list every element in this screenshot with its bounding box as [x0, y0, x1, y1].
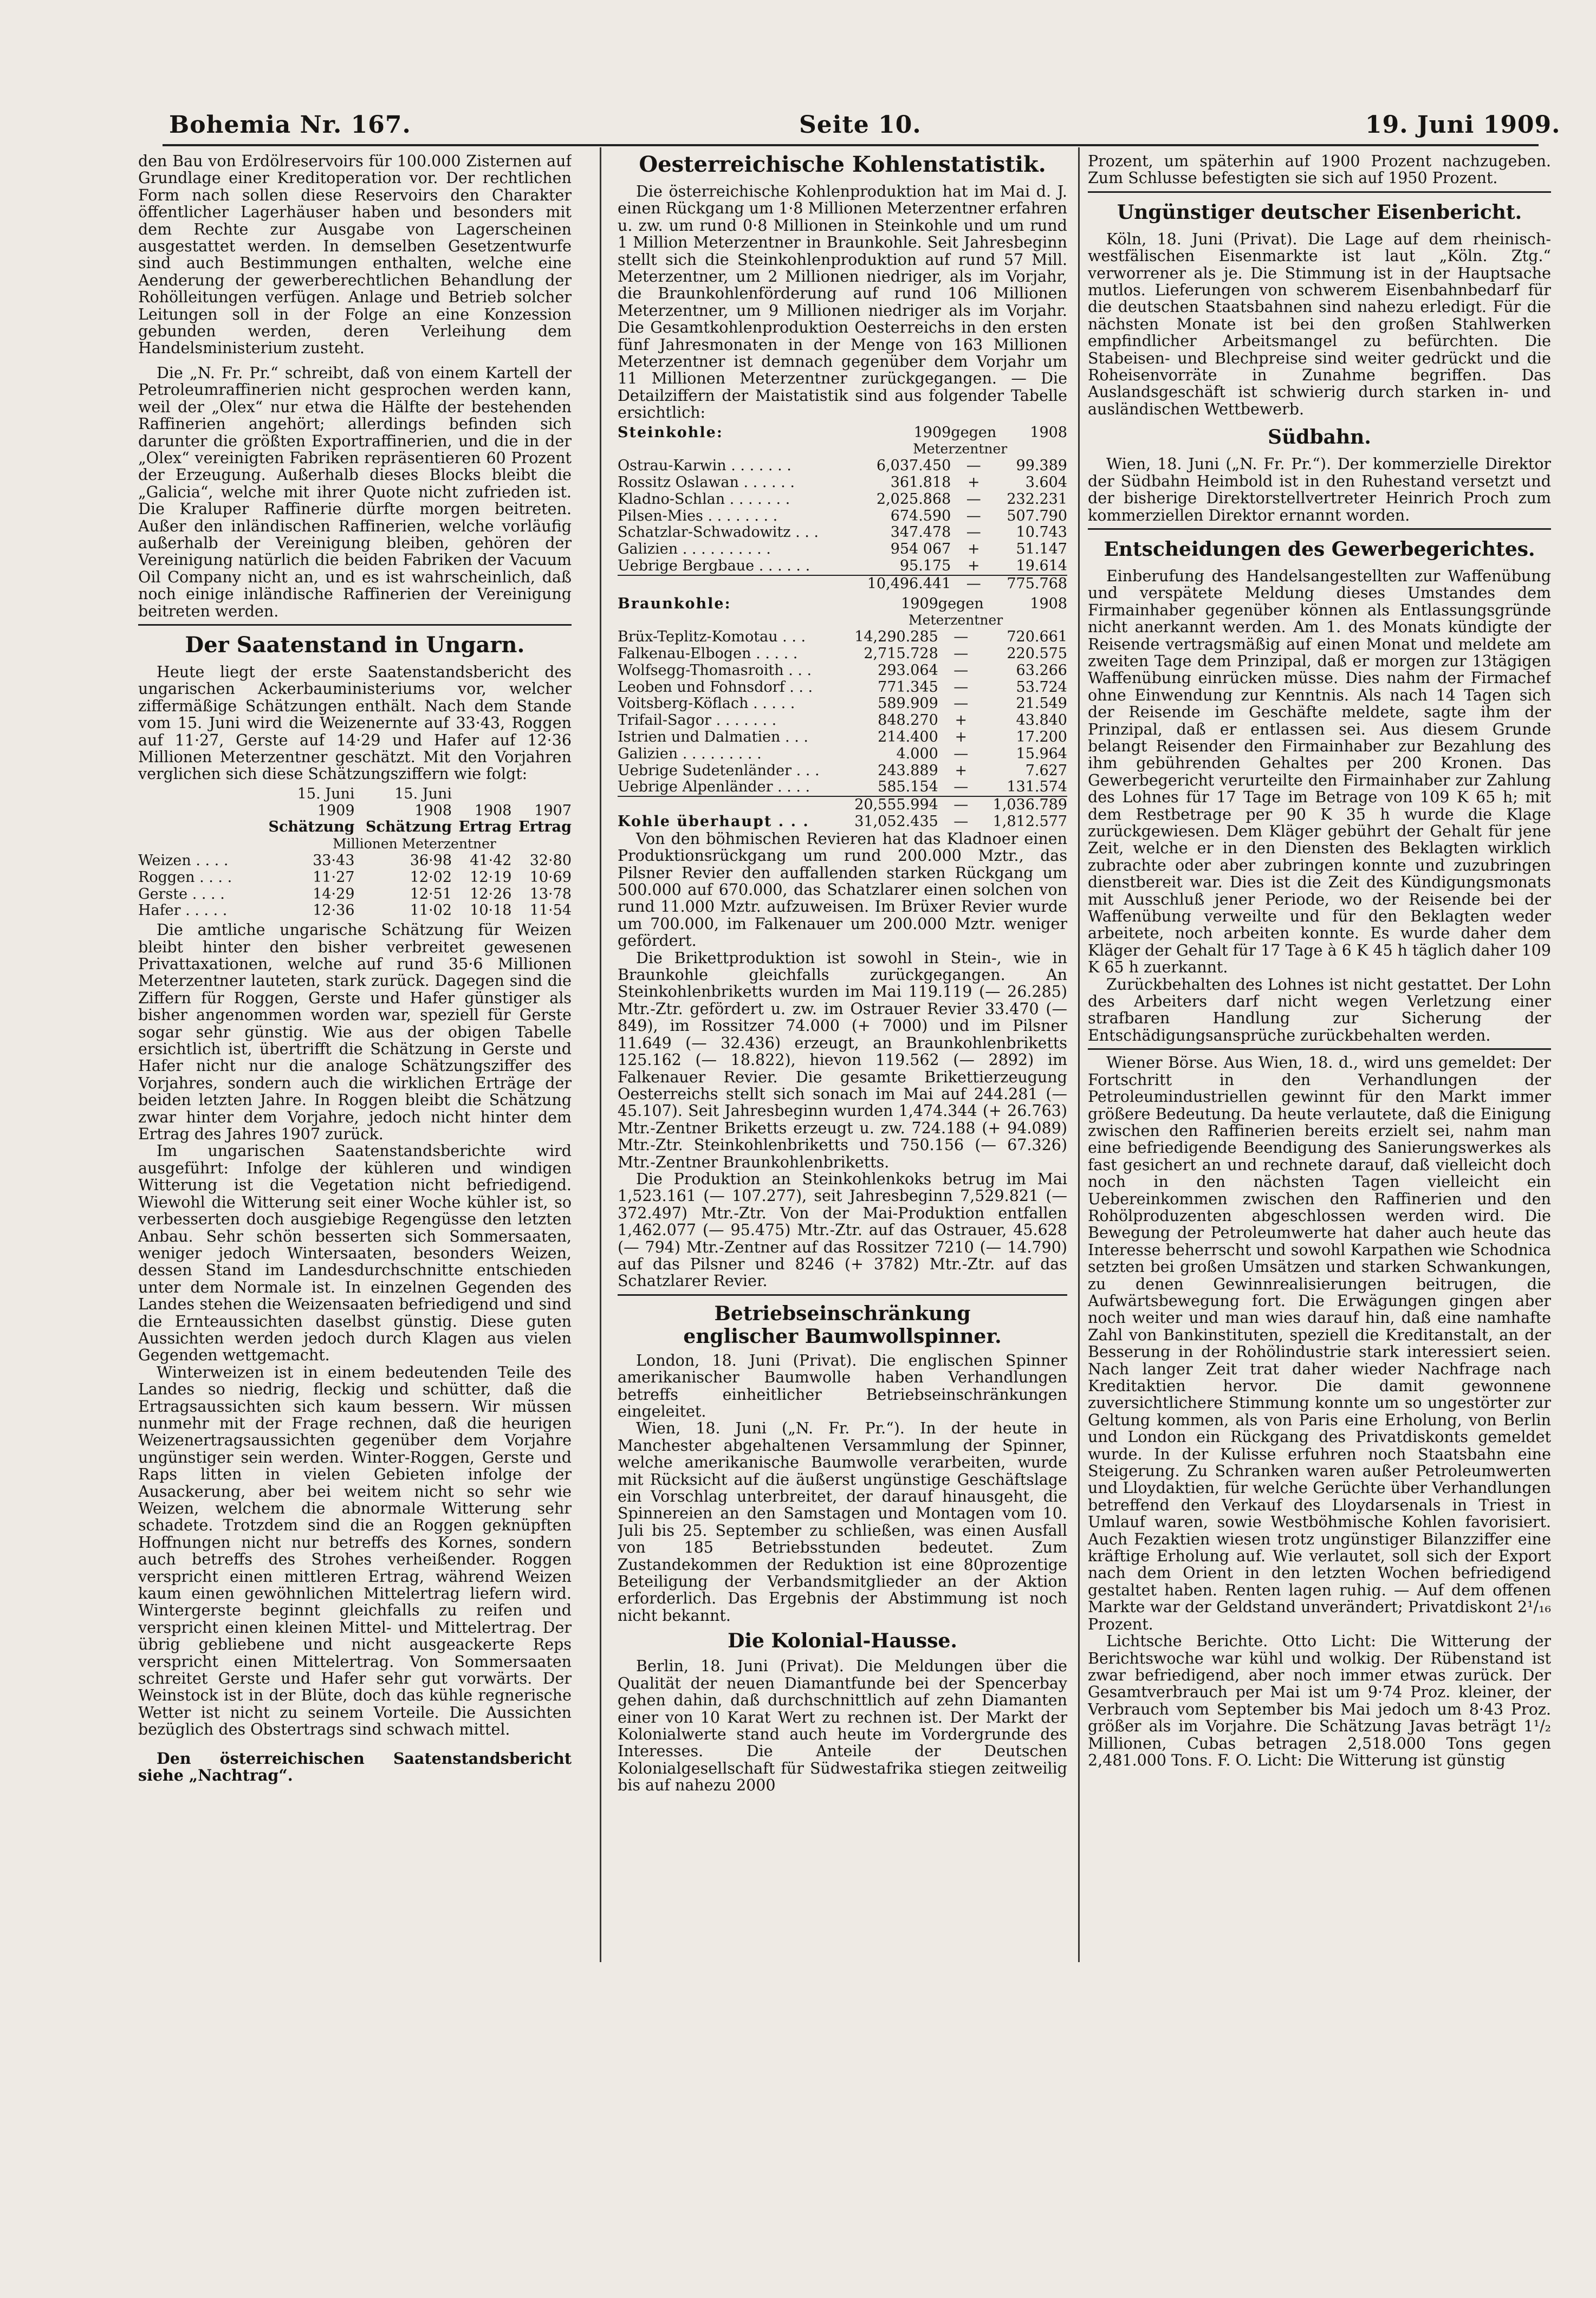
article-text: den Bau von Erdölreservoirs für 100.000 Zisternen auf Grundlage einer Kreditoperation vor. Der rechtlichen Form nach sollen diese Reservoirs den Charakter öffentlicher Lagerhäuser haben und besonders mit dem Rechte zur Ausgabe von Lagerscheinen ausgestattet werden. In demselben Gesetzentwurfe sind auch Bestimmungen enthalten, welche eine Aenderung der gewerberechtlichen Behandlung der Rohölleitungen verfügen. Anlage und Betrieb solcher Leitungen soll in der Folge an eine Konzession gebunden werden, deren Verleihung dem Handelsministerium zusteht.: [138, 153, 572, 358]
table-header: Ertrag: [458, 819, 512, 836]
column-1: [138, 153, 572, 2114]
article-text: Von den böhmischen Revieren hat das Kladnoer einen Produktionsrückgang um rund 200.000 Mztr., das Pilsner Revier den auffallenden starken Rückgang um 500.000 auf 670.000, das Schatzlarer einen solchen von rund 11.000 Mztr. aufzuweisen. Im Brüxer Revier wurde um 700.000, im Falkenauer um 200.000 Mztr. weniger gefördert.: [618, 829, 1067, 950]
article-text: Berlin, 18. Juni (Privat). Die Meldungen über die Qualität der neuen Diamantfunde bei der Spencerbay gehen dahin, daß durchschnittlich auf zehn Diamanten einer von 10 Karat Wert zu rechnen ist. Der Markt der Kolonialwerte stand auch heute im Vordergrunde des Interesses. Die Anteile der Deutschen Kolonialgesellschaft für Südwestafrika stiegen zeitweilig bis auf nahezu 2000: [618, 1657, 1067, 1795]
article-text: Winterweizen ist in einem bedeutenden Teile des Landes so niedrig, fleckig und schütter, daß die Ertragsaussichten sich kaum bessern. Wir müssen nunmehr mit der Frage rechnen, daß die heurigen Weizenertragsaussichten gegenüber dem Vorjahre ungünstiger sein werden. Winter-Roggen, Gerste und Raps litten in vielen Gebieten infolge der Ausackerung, aber bei weitem nicht so sehr wie Weizen, welchem die abnormale Witterung sehr schadete. Trotzdem sind die an Roggen geknüpften Hoffnungen nicht nur betreffs des Kornes, sondern auch betreffs des Strohes verheißender. Roggen verspricht einen mittleren Ertrag, während Weizen kaum einen gewöhnlichen Mittelertrag liefern wird. Wintergerste beginnt gleichfalls zu reifen und verspricht einen kleinen Mittel- und Mittelertrag. Der übrig gebliebene und nicht ausgeackerte Reps verspricht einen Mittelertrag. Von Sommersaaten schreitet Gerste und Hafer sehr gut vorwärts. Der Weinstock ist in der Blüte, doch das kühle regnerische Wetter ist nicht zu seinem Vorteile. Die Aussichten bezüglich des Obstertrags sind schwach mittel.: [138, 1363, 572, 1739]
table-row: Istrien und Dalmatien . . . 214.400 + 17.200: [618, 729, 1067, 746]
section-rule: [138, 624, 572, 626]
table-row: Weizen . . . . 33·43 36·98 41·42 32·80: [138, 852, 572, 869]
table-row: Brüx-Teplitz-Komotau . . . 14,290.285 — 720.661: [618, 628, 1067, 646]
table-row: Hafer . . . . . 12·36 11·02 10·18 11·54: [138, 902, 572, 919]
table-total-row: 10,496.441 — 775.768: [618, 575, 1067, 593]
table-unit: Meterzentner: [913, 441, 1008, 457]
table-row: Roggen . . . . 11·27 12·02 12·19 10·69: [138, 868, 572, 886]
table-row: Pilsen-Mies . . . . . . . . 674.590 — 507.790: [618, 507, 1067, 524]
article-text: Einberufung des Handelsangestellten zur Waffenübung und verspätete Meldung dieses Umstandes dem Firmainhaber gegenüber können als Entlassungsgründe nicht anerkannt werden. Am 1. des Monats kündigte der Reisende vertragsmäßig auf einen Monat und meldete am zweiten Tage dem Prinzipal, daß er morgen zur 13tägigen Waffenübung einrücken müsse. Dies nahm der Firmachef ohne Einwendung zur Kenntnis. Als nach 14 Tagen sich der Reisende im Geschäfte meldete, sagte ihm der Prinzipal, daß er entlassen sei. Aus diesem Grunde belangt Reisender den Firmainhaber zur Bezahlung des ihm gebührenden Gehaltes per 200 Kronen. Das Gewerbegericht verurteilte den Firmainhaber zur Zahlung des Lohnes für 17 Tage im Betrage von 109 K 65 h; mit dem Restbetrage per 90 K 35 h wurde die Klage zurückgewiesen. Dem Kläger gebührt der Gehalt für jene Zeit, welche er in den Diensten des Beklagten wirklich zubrachte oder aber zubringen konnte und zuzubringen dienstbereit war. Dies ist die Zeit des Kündigungsmonats mit Ausschluß jener Periode, wo der Reisende bei der Waffenübung verweilte und für den Beklagten weder arbeitete, noch arbeiten konnte. Es wurde daher dem Kläger der Gehalt für 17 Tage à 6 K 45 h täglich daher 109 K 65 h zuerkannt.: [1088, 567, 1551, 977]
article-text: Die Produktion an Steinkohlenkoks betrug im Mai 1,523.161 (— 107.277), seit Jahresbeginn 7,529.821 (— 372.497) Mtr.-Ztr. Von der Mai-Produktion entfallen 1,462.077 (— 95.475) Mtr.-Ztr. auf das Ostrauer, 45.628 (— 794) Mtr.-Zentner auf das Rossitzer 7210 (— 14.790) auf das Pilsner und 8246 (+ 3782) Mtr.-Ztr. auf das Schatzlarer Revier.: [618, 1170, 1067, 1290]
article-text: Die „N. Fr. Pr.“ schreibt, daß von einem Kartell der Petroleumraffinerien nicht gesprochen werden kann, weil der „Olex“ nur etwa die Hälfte der bestehenden Raffinerien angehört; allerdings befinden sich darunter die größten Exportraffinerien, und die in der „Olex“ vereinigten Fabriken repräsentieren 60 Prozent der Erzeugung. Außerhalb dieses Blocks bleibt die „Galicia“, welche mit ihrer Quote nicht zufrieden ist. Die Kraluper Raffinerie dürfte morgen beitreten. Außer den inländischen Raffinerien, welche vorläufig außerhalb der Vereinigung bleiben, gehören der Vereinigung natürlich die beiden Fabriken der Vacuum Oil Company nicht an, und es ist wahrscheinlich, daß noch einige inländische Raffinerien der Vereinigung beitreten werden.: [138, 363, 572, 620]
article-text: London, 18. Juni (Privat). Die englischen Spinner amerikanischer Baumwolle haben Verhandlungen betreffs einheitlicher Betriebseinschränkungen eingeleitet.: [618, 1351, 1067, 1420]
section-heading: Ungünstiger deutscher Eisenbericht.: [1117, 200, 1522, 224]
table-row: Galizien . . . . . . . . . . 954 067 + 51.147: [618, 541, 1067, 558]
table-header: 15. Juni: [394, 785, 452, 802]
table-header: 1907: [534, 802, 572, 819]
article-text: Heute liegt der erste Saatenstandsbericht des ungarischen Ackerbauministeriums vor, welcher ziffermäßige Schätzungen enthält. Nach dem Stande vom 15. Juni wird die Weizenernte auf 33·43, Roggen auf 11·27, Gerste auf 14·29 und Hafer auf 12·36 Millionen Meterzentner geschätzt. Mit den Vorjahren verglichen sich diese Schätzungsziffern wie folgt:: [138, 663, 572, 783]
table-row: Wolfsegg-Thomasroith . . . 293.064 — 63.266: [618, 661, 1067, 679]
masthead-left: Bohemia Nr. 167.: [169, 111, 411, 139]
article-text: Wien, 18. Juni („N. Fr. Pr.“). Der kommerzielle Direktor der Südbahn Heimbold ist in den Ruhestand versetzt und der bisherige Direktorstellvertreter Heinrich Proch zum kommerziellen Direktor ernannt worden.: [1088, 455, 1551, 524]
column-divider-2: [1078, 147, 1080, 1962]
table-row: Uebrige Bergbaue . . . . . . 95.175 + 19.614: [618, 557, 1067, 575]
table-header: Schätzung: [365, 819, 452, 836]
masthead-date: 19. Juni 1909.: [1365, 111, 1561, 139]
table-row: Falkenau-Elbogen . . . . . 2,715.728 — 220.575: [618, 645, 1067, 663]
table-header: Ertrag: [518, 819, 572, 836]
article-text: Wien, 18. Juni („N. Fr. Pr.“). In der heute in Manchester abgehaltenen Versammlung der Spinner, welche amerikanische Baumwolle verarbeiten, wurde mit Rücksicht auf die äußerst ungünstige Geschäftslage ein Vorschlag unterbreitet, der darauf hinausgeht, die Spinnereien an den Samstagen und Montagen vom 10. Juli bis 25. September zu schließen, was einen Ausfall von 185 Betriebsstunden bedeutet. Zum Zustandekommen der Reduktion ist eine 80prozentige Beteiligung der Verbandsmitglieder an der Aktion erforderlich. Das Ergebnis der Abstimmung ist noch nicht bekannt.: [618, 1419, 1067, 1625]
table-row: Uebrige Alpenländer . . . . 585.154 — 131.574: [618, 778, 1067, 796]
table-row: Galizien . . . . . . . . . 4.000 — 15.964: [618, 745, 1067, 762]
article-text: Die Brikettproduktion ist sowohl in Stein-, wie in Braunkohle gleichfalls zurückgegangen. An Steinkohlenbriketts wurden im Mai 119.119 (— 26.285) Mtr.-Ztr. gefördert u. zw. im Ostrauer Revier 33.470 (— 849), im Rossitzer 74.000 (+ 7000) und im Pilsner 11.649 (— 32.436) erzeugt, an Braunkohlenbriketts 125.162 (— 18.822), hievon 119.562 (— 2892) im Falkenauer Revier. Die gesamte Brikettierzeugung Oesterreichs stellt sich sonach im Mai auf 244.281 (— 45.107). Seit Jahresbeginn wurden 1,474.344 (+ 26.763) Mtr.-Zentner Briketts erzeugt u. zw. 724.188 (+ 94.089) Mtr.-Ztr. Steinkohlenbriketts und 750.156 (— 67.326) Mtr.-Zentner Braunkohlenbriketts.: [618, 949, 1067, 1171]
article-text: Wiener Börse. Aus Wien, 18. d., wird uns gemeldet: Der Fortschritt in den Verhandlungen der Petroleumindustriellen gewinnt für den Markt immer größere Bedeutung. Da heute verlautete, daß die Einigung zwischen den Raffinerien bereits erzielt sei, nahm man eine befriedigende Beendigung des Sanierungswerkes als fast gesichert an und rechnete darauf, daß vielleicht doch noch in den nächsten Tagen vielleicht ein Uebereinkommen zwischen den Raffinerien und den Rohölproduzenten abgeschlossen werden wird. Die Bewegung der Petroleumwerte hat daher auch heute das Interesse beherrscht und sowohl Karpathen wie Schodnica setzten bei großen Umsätzen und starken Schwankungen, zu denen Gewinnrealisierungen beitrugen, die Aufwärtsbewegung fort. Die Erwägungen gingen aber noch weiter und man wies darauf hin, daß eine namhafte Zahl von Bankinstituten, speziell die Kreditanstalt, an der Besserung in der Rohölindustrie stark interessiert seien. Nach langer Zeit trat daher wieder Nachfrage nach Kreditaktien hervor. Die damit gewonnene zuversichtlichere Stimmung konnte um so ungestörter zur Geltung kommen, als von Paris eine Erholung, von Berlin und London ein Rückgang des Privatdiskonts gemeldet wurde. In der Kulisse erfuhren noch Staatsbahn eine Steigerung. Zu Schranken waren außer Petroleumwerten und Lloydaktien, für welche Gerüchte über Verhandlungen betreffend den Verkauf des Lloydarsenals in Triest in Umlauf waren, sowie Westböhmische Kohlen favorisiert. Auch Fezaktien wiesen trotz ungünstiger Bilanzziffer eine kräftige Erholung auf. Wie verlautet, soll sich der Export nach dem Orient in den letzten Wochen befriedigend gestaltet haben. Renten lagen ruhig. — Auf dem offenen Markte war der Geldstand unverändert; Privatdiskont 2¹/₁₆ Prozent.: [1088, 1054, 1551, 1633]
table-header: 1908: [474, 802, 512, 819]
table-row: Rossitz Oslawan . . . . . . 361.818 + 3.604: [618, 474, 1067, 491]
table-unit: Millionen Meterzentner: [333, 836, 496, 852]
section-heading: Der Saatenstand in Ungarn.: [185, 632, 525, 658]
table-row: Trifail-Sagor . . . . . . . 848.270 + 43.840: [618, 712, 1067, 729]
table-header: 15. Juni: [297, 785, 355, 802]
article-text: Die österreichische Kohlenproduktion hat im Mai d. J. einen Rückgang um 1·8 Millionen Meterzentner erfahren u. zw. um rund 0·8 Millionen in Steinkohle und um rund 1 Million Meterzentner in Braunkohle. Seit Jahresbeginn stellt sich die Steinkohlenproduktion auf rund 57 Mill. Meterzentner, um 2 Millionen niedriger, als im Vorjahr, die Braunkohlenförderung auf rund 106 Millionen Meterzentner, um 9 Millionen niedriger als im Vorjahr. Die Gesamtkohlenproduktion Oesterreichs in den ersten fünf Jahresmonaten in der Menge von 163 Millionen Meterzentner ist demnach gegenüber dem Vorjahr um 11 Millionen Meterzentner zurückgegangen. — Die Detailziffern der Maistatistik sind aus folgender Tabelle ersichtlich:: [618, 183, 1067, 422]
header-rule: [163, 144, 1539, 146]
section-rule: [1088, 1048, 1551, 1050]
section-heading: Südbahn.: [1268, 426, 1371, 449]
table-header: Schätzung: [268, 819, 355, 836]
hard-coal-table: Steinkohle: 1909 gegen 1908 Meterzentner Ostrau-Karwin . . . . . . . 6,037.450 — 99.389 Rossitz Oslawan . . . . . . 361.818 + 3.604 Kladno-Schlan . . . . . . . 2,025.868 — 232.231 Pilsen-Mies . . . . . . . . 674.590 — 507.790 Schatzlar-Schwadowitz . . . 347.478 — 10.743 Galizien . . . . . . . . . . 954 067 + 51.147 Uebrige Bergbaue . . . . . . 95.175 + 19.614 10,496.441 — 775.768: [618, 424, 1067, 592]
table-unit: Meterzentner: [909, 612, 1003, 628]
section-heading: englischer Baumwollspinner.: [683, 1325, 1002, 1348]
table-row: Leoben und Fohnsdorf . . . 771.345 — 53.724: [618, 678, 1067, 696]
article-text: Köln, 18. Juni (Privat). Die Lage auf dem rheinisch-westfälischen Eisenmarkte ist laut „Köln. Ztg.“ verworrener als je. Die Stimmung ist in der Hauptsache mutlos. Lieferungen von schwerem Eisenbahnbedarf für die deutschen Staatsbahnen sind nahezu erledigt. Für die nächsten Monate ist bei den großen Stahlwerken empfindlicher Arbeitsmangel zu befürchten. Die Stabeisen- und Blechpreise sind weiter gedrückt und die Roheisenvorräte in Zunahme begriffen. Das Auslandsgeschäft ist schwierig durch starken in- und ausländischen Wettbewerb.: [1088, 230, 1551, 418]
table-header: 1909: [317, 802, 355, 819]
section-heading: Die Kolonial-Hausse.: [728, 1630, 957, 1653]
table-total-row: 20,555.994 — 1,036.789: [618, 796, 1067, 814]
brown-coal-table: Braunkohle: 1909 gegen 1908 Meterzentner Brüx-Teplitz-Komotau . . . 14,290.285 — 720.661 Falkenau-Elbogen . . . . . 2,715.728 — 220.575 Wolfsegg-Thomasroith . . . 293.064 — 63.266 Leoben und Fohnsdorf . . . 771.345 — 53.724 Voitsberg-Köflach . . . . . 589.909 — 21.549 Trifail-Sagor . . . . . . . 848.270 + 43.840 Istrien und Dalmatien . . . 214.400 + 17.200 Galizien . . . . . . . . . 4.000 — 15.964 Uebrige Sudetenländer . . . 243.889 + 7.627 Uebrige Alpenländer . . . . 585.154 — 131.574 20,555.994 — 1,036.789 Kohle überhaupt . . . 31,052.435 — 1,812.577: [618, 595, 1067, 830]
table-label: Steinkohle:: [618, 424, 723, 441]
article-text: Die amtliche ungarische Schätzung für Weizen bleibt hinter den bisher verbreitet gewesenen Privattaxationen, welche auf rund 35·6 Millionen Meterzentner lauteten, stark zurück. Dagegen sind die Ziffern für Roggen, Gerste und Hafer günstiger als bisher angenommen worden war, speziell für Gerste sogar sehr günstig. Wie aus der obigen Tabelle ersichtlich ist, übertrifft die Schätzung in Gerste und Hafer nicht nur die analoge Schätzungsziffer des Vorjahres, sondern auch die wirklichen Erträge der beiden letzten Jahre. In Roggen bleibt die Schätzung zwar hinter dem Vorjahre, jedoch nicht hinter dem Ertrag des Jahres 1907 zurück.: [138, 921, 572, 1144]
article-text: Zurückbehalten des Lohnes ist nicht gestattet. Der Lohn des Arbeiters darf nicht wegen Verletzung einer strafbaren Handlung zur Sicherung der Entschädigungsansprüche zurückbehalten werden.: [1088, 975, 1551, 1044]
column-3: [1088, 153, 1551, 2114]
article-text: Lichtsche Berichte. Otto Licht: Die Witterung der Berichtswoche war kühl und wolkig. Der Rübenstand ist zwar befriedigend, aber noch immer etwas zurück. Der Gesamtverbrauch per Mai ist um 9·74 Proz. kleiner, der Verbrauch vom September bis Mai jedoch um 8·43 Proz. größer als im Vorjahre. Die Schätzung Javas beträgt 1¹/₂ Millionen, Cubas betragen 2,518.000 Tons gegen 2,481.000 Tons. F. O. Licht: Die Witterung ist günstig: [1088, 1632, 1551, 1769]
section-heading: Entscheidungen des Gewerbegerichtes.: [1104, 537, 1535, 561]
table-label: Braunkohle:: [618, 595, 731, 612]
table-row: Ostrau-Karwin . . . . . . . 6,037.450 — 99.389: [618, 457, 1067, 475]
article-text: Prozent, um späterhin auf 1900 Prozent nachzugeben. Zum Schlusse befestigten sie sich auf 1950 Prozent.: [1088, 153, 1551, 187]
table-row: Kladno-Schlan . . . . . . . 2,025.868 — 232.231: [618, 490, 1067, 508]
column-divider-1: [600, 147, 601, 1962]
table-header: 1908: [414, 802, 452, 819]
section-rule: [1088, 528, 1551, 530]
table-row: Gerste . . . . 14·29 12·51 12·26 13·78: [138, 885, 572, 903]
crop-estimate-table: [138, 786, 572, 919]
masthead-page-number: Seite 10.: [799, 111, 922, 139]
article-text: Im ungarischen Saatenstandsberichte wird ausgeführt: Infolge der kühleren und windigen Witterung ist die Vegetation nicht befriedigend. Wiewohl die Witterung seit einer Woche kühler ist, so verbesserten doch ausgiebige Regengüsse den letzten Anbau. Sehr schön besserten sich Sommersaaten, weniger jedoch Wintersaaten, besonders Weizen, dessen Stand im Landesdurchschnitte entschieden unter dem Normale ist. In einzelnen Gegenden des Landes stehen die Weizensaaten befriedigend und sind die Ernteaussichten daselbst günstig. Diese guten Aussichten werden jedoch durch Klagen aus vielen Gegenden wettgemacht.: [138, 1142, 572, 1365]
section-heading: Betriebseinschränkung: [714, 1302, 971, 1325]
table-grand-total-row: Kohle überhaupt . . . 31,052.435 — 1,812.577: [618, 813, 1067, 830]
column-2: [618, 153, 1067, 2114]
section-rule: [1088, 191, 1551, 193]
section-rule: [618, 1294, 1067, 1296]
table-row: Voitsberg-Köflach . . . . . 589.909 — 21.549: [618, 695, 1067, 712]
section-heading: Oesterreichische Kohlenstatistik.: [639, 153, 1046, 177]
table-row: Uebrige Sudetenländer . . . 243.889 + 7.627: [618, 762, 1067, 779]
cross-reference-note: Den österreichischen Saatenstandsbericht siehe „Nachtrag“.: [138, 1749, 572, 1785]
table-row: Schatzlar-Schwadowitz . . . 347.478 — 10.743: [618, 524, 1067, 541]
